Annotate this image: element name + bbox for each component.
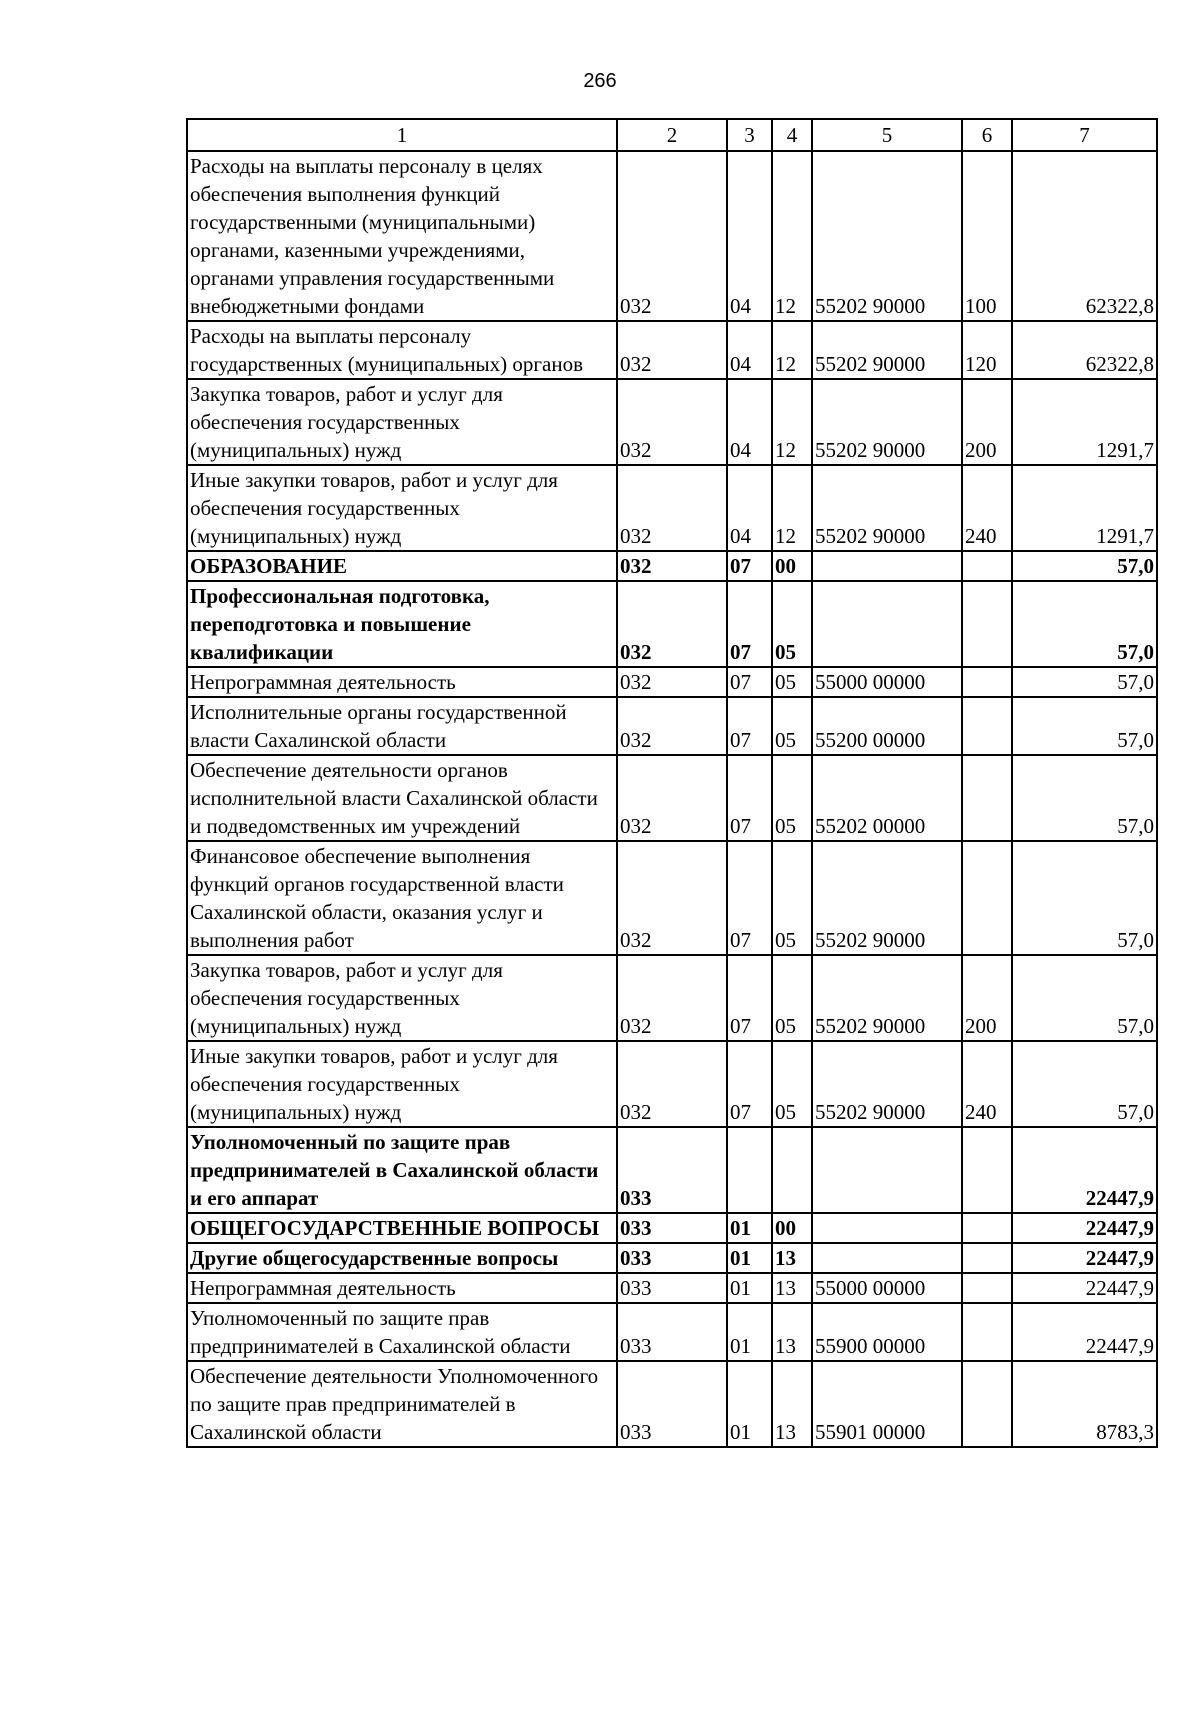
column-number-row (187, 119, 1157, 151)
target-article-cell: 55202 90000 (812, 1041, 962, 1127)
code-cell: 032 (617, 667, 727, 697)
amount-cell: 8783,3 (1012, 1361, 1157, 1447)
code-cell: 032 (617, 581, 727, 667)
section-cell: 07 (727, 755, 772, 841)
subsection-cell: 12 (772, 465, 812, 551)
row-name-cell: Закупка товаров, работ и услуг для обеспечения государственных (муниципальных) нужд (187, 379, 617, 465)
section-cell: 07 (727, 667, 772, 697)
row-name-cell: ОБРАЗОВАНИЕ (187, 551, 617, 581)
row-name-cell: Закупка товаров, работ и услуг для обеспечения государственных (муниципальных) нужд (187, 955, 617, 1041)
section-cell: 04 (727, 379, 772, 465)
subsection-cell: 12 (772, 321, 812, 379)
row-name-cell: Расходы на выплаты персоналу в целях обеспечения выполнения функций государственными (муниципальными) органами, казенными учреждениями, органами управления государственными внебюджетными фондами (187, 151, 617, 321)
table-row (187, 1213, 1157, 1243)
amount-cell: 62322,8 (1012, 151, 1157, 321)
amount-cell: 57,0 (1012, 667, 1157, 697)
row-name-cell: Исполнительные органы государственной власти Сахалинской области (187, 697, 617, 755)
subsection-cell: 05 (772, 955, 812, 1041)
expense-type-cell: 240 (962, 465, 1012, 551)
target-article-cell: 55000 00000 (812, 667, 962, 697)
subsection-cell: 12 (772, 379, 812, 465)
code-cell: 033 (617, 1303, 727, 1361)
table-row (187, 465, 1157, 551)
table-row (187, 379, 1157, 465)
section-cell: 01 (727, 1273, 772, 1303)
code-cell: 033 (617, 1213, 727, 1243)
column-header: 5 (812, 119, 962, 151)
row-name-cell: Уполномоченный по защите прав предпринимателей в Сахалинской области и его аппарат (187, 1127, 617, 1213)
code-cell: 033 (617, 1127, 727, 1213)
code-cell: 032 (617, 755, 727, 841)
subsection-cell: 05 (772, 1041, 812, 1127)
expense-type-cell (962, 697, 1012, 755)
expense-type-cell: 200 (962, 955, 1012, 1041)
subsection-cell: 05 (772, 755, 812, 841)
target-article-cell: 55000 00000 (812, 1273, 962, 1303)
subsection-cell: 00 (772, 1213, 812, 1243)
expense-type-cell (962, 1243, 1012, 1273)
section-cell: 01 (727, 1303, 772, 1361)
target-article-cell: 55901 00000 (812, 1361, 962, 1447)
page-number: 266 (583, 70, 617, 92)
table-row (187, 551, 1157, 581)
code-cell: 032 (617, 1041, 727, 1127)
column-header: 3 (727, 119, 772, 151)
target-article-cell: 55202 90000 (812, 841, 962, 955)
table-row (187, 697, 1157, 755)
target-article-cell: 55200 00000 (812, 697, 962, 755)
table-row (187, 151, 1157, 321)
subsection-cell: 13 (772, 1243, 812, 1273)
table-row (187, 955, 1157, 1041)
column-header: 2 (617, 119, 727, 151)
row-name-cell: Профессиональная подготовка, переподготовка и повышение квалификации (187, 581, 617, 667)
subsection-cell (772, 1127, 812, 1213)
column-header: 4 (772, 119, 812, 151)
table-row (187, 667, 1157, 697)
target-article-cell (812, 581, 962, 667)
section-cell: 07 (727, 581, 772, 667)
subsection-cell: 05 (772, 667, 812, 697)
amount-cell: 1291,7 (1012, 379, 1157, 465)
table-row (187, 1243, 1157, 1273)
section-cell: 01 (727, 1243, 772, 1273)
target-article-cell: 55202 90000 (812, 321, 962, 379)
expense-type-cell: 100 (962, 151, 1012, 321)
expense-type-cell (962, 841, 1012, 955)
target-article-cell (812, 1213, 962, 1243)
column-header: 6 (962, 119, 1012, 151)
target-article-cell: 55202 90000 (812, 151, 962, 321)
row-name-cell: Расходы на выплаты персоналу государственных (муниципальных) органов (187, 321, 617, 379)
subsection-cell: 13 (772, 1303, 812, 1361)
target-article-cell: 55202 90000 (812, 379, 962, 465)
amount-cell: 22447,9 (1012, 1127, 1157, 1213)
amount-cell: 1291,7 (1012, 465, 1157, 551)
amount-cell: 57,0 (1012, 841, 1157, 955)
section-cell: 04 (727, 151, 772, 321)
subsection-cell: 05 (772, 581, 812, 667)
expense-type-cell (962, 755, 1012, 841)
subsection-cell: 13 (772, 1273, 812, 1303)
amount-cell: 22447,9 (1012, 1303, 1157, 1361)
amount-cell: 22447,9 (1012, 1213, 1157, 1243)
table-row (187, 1361, 1157, 1447)
subsection-cell: 05 (772, 697, 812, 755)
table-body (187, 151, 1157, 1447)
section-cell: 04 (727, 465, 772, 551)
amount-cell: 62322,8 (1012, 321, 1157, 379)
table-row (187, 1303, 1157, 1361)
amount-cell: 22447,9 (1012, 1273, 1157, 1303)
amount-cell: 57,0 (1012, 1041, 1157, 1127)
row-name-cell: Непрограммная деятельность (187, 1273, 617, 1303)
table-row (187, 1041, 1157, 1127)
table-row (187, 1127, 1157, 1213)
table-row (187, 1273, 1157, 1303)
table-row (187, 755, 1157, 841)
target-article-cell (812, 551, 962, 581)
code-cell: 032 (617, 321, 727, 379)
section-cell: 04 (727, 321, 772, 379)
table-row (187, 321, 1157, 379)
code-cell: 032 (617, 379, 727, 465)
expense-type-cell: 240 (962, 1041, 1012, 1127)
subsection-cell: 13 (772, 1361, 812, 1447)
code-cell: 032 (617, 151, 727, 321)
target-article-cell: 55202 90000 (812, 465, 962, 551)
expense-type-cell: 120 (962, 321, 1012, 379)
target-article-cell (812, 1243, 962, 1273)
row-name-cell: Обеспечение деятельности Уполномоченного по защите прав предпринимателей в Сахалинской области (187, 1361, 617, 1447)
target-article-cell: 55900 00000 (812, 1303, 962, 1361)
expense-type-cell (962, 1303, 1012, 1361)
expense-type-cell: 200 (962, 379, 1012, 465)
code-cell: 033 (617, 1361, 727, 1447)
code-cell: 032 (617, 465, 727, 551)
code-cell: 032 (617, 697, 727, 755)
row-name-cell: ОБЩЕГОСУДАРСТВЕННЫЕ ВОПРОСЫ (187, 1213, 617, 1243)
amount-cell: 57,0 (1012, 755, 1157, 841)
section-cell (727, 1127, 772, 1213)
section-cell: 07 (727, 1041, 772, 1127)
target-article-cell: 55202 00000 (812, 755, 962, 841)
code-cell: 033 (617, 1243, 727, 1273)
section-cell: 07 (727, 841, 772, 955)
subsection-cell: 00 (772, 551, 812, 581)
row-name-cell: Иные закупки товаров, работ и услуг для обеспечения государственных (муниципальных) нужд (187, 1041, 617, 1127)
expense-type-cell (962, 1361, 1012, 1447)
row-name-cell: Уполномоченный по защите прав предпринимателей в Сахалинской области (187, 1303, 617, 1361)
section-cell: 07 (727, 697, 772, 755)
target-article-cell (812, 1127, 962, 1213)
target-article-cell: 55202 90000 (812, 955, 962, 1041)
section-cell: 07 (727, 955, 772, 1041)
column-header: 1 (187, 119, 617, 151)
table-row (187, 841, 1157, 955)
amount-cell: 57,0 (1012, 697, 1157, 755)
row-name-cell: Непрограммная деятельность (187, 667, 617, 697)
amount-cell: 57,0 (1012, 551, 1157, 581)
row-name-cell: Другие общегосударственные вопросы (187, 1243, 617, 1273)
section-cell: 01 (727, 1361, 772, 1447)
subsection-cell: 05 (772, 841, 812, 955)
column-header: 7 (1012, 119, 1157, 151)
row-name-cell: Финансовое обеспечение выполнения функций органов государственной власти Сахалинской области, оказания услуг и выполнения работ (187, 841, 617, 955)
code-cell: 032 (617, 551, 727, 581)
expense-type-cell (962, 1213, 1012, 1243)
expense-type-cell (962, 581, 1012, 667)
expense-type-cell (962, 667, 1012, 697)
expense-type-cell (962, 551, 1012, 581)
amount-cell: 57,0 (1012, 581, 1157, 667)
code-cell: 032 (617, 841, 727, 955)
amount-cell: 22447,9 (1012, 1243, 1157, 1273)
amount-cell: 57,0 (1012, 955, 1157, 1041)
expense-type-cell (962, 1127, 1012, 1213)
subsection-cell: 12 (772, 151, 812, 321)
code-cell: 032 (617, 955, 727, 1041)
section-cell: 07 (727, 551, 772, 581)
row-name-cell: Обеспечение деятельности органов исполнительной власти Сахалинской области и подведомственных им учреждений (187, 755, 617, 841)
section-cell: 01 (727, 1213, 772, 1243)
code-cell: 033 (617, 1273, 727, 1303)
budget-table (186, 118, 1158, 1448)
row-name-cell: Иные закупки товаров, работ и услуг для обеспечения государственных (муниципальных) нужд (187, 465, 617, 551)
table-row (187, 581, 1157, 667)
expense-type-cell (962, 1273, 1012, 1303)
